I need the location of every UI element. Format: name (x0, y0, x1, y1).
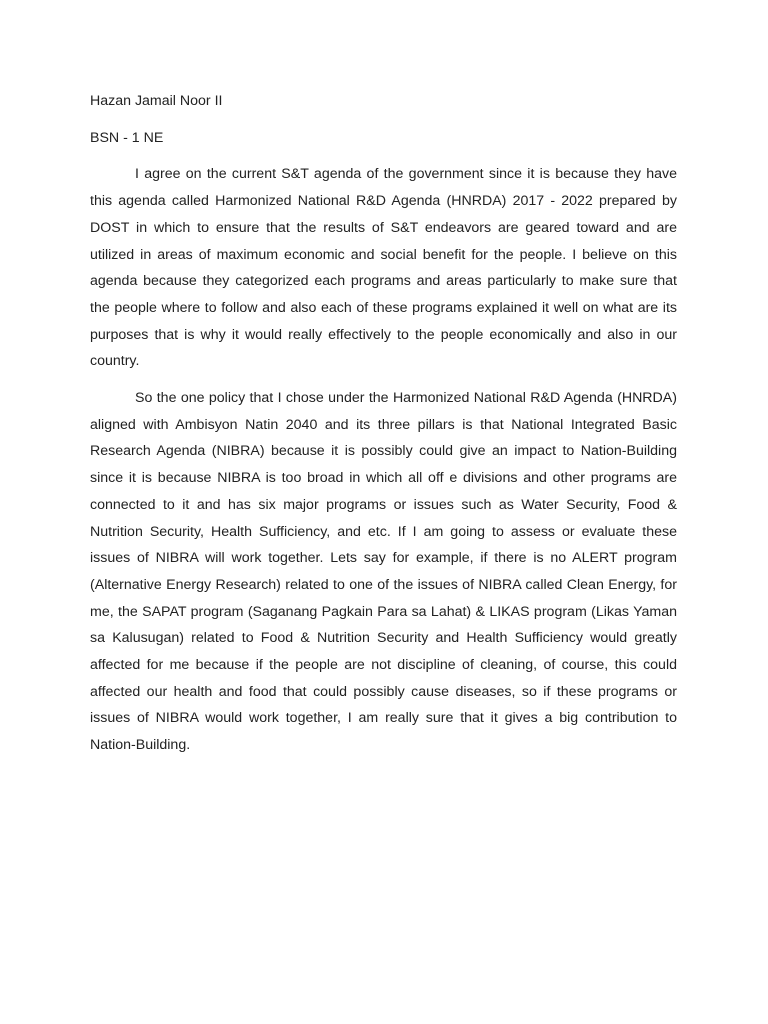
paragraph-2: So the one policy that I chose under the Harmonized National R&D Agenda (HNRDA) aligned with Ambisyon Natin 2040 and its three pillars is that National Integrated Basic Research Agenda (NIBRA) because it is possibly could give an impact to Nation-Building since it is because NIBRA is too broad in which all off e divisions and other programs are connected to it and has six major programs or issues such as Water Security, Food & Nutrition Security, Health Sufficiency, and etc. If I am going to assess or evaluate these issues of NIBRA will work together. Lets say for example, if there is no ALERT program (Alternative Energy Research) related to one of the issues of NIBRA called Clean Energy, for me, the SAPAT program (Saganang Pagkain Para sa Lahat) & LIKAS program (Likas Yaman sa Kalusugan) related to Food & Nutrition Security and Health Sufficiency would greatly affected for me because if the people are not discipline of cleaning, of course, this could affected our health and food that could possibly cause diseases, so if these programs or issues of NIBRA would work together, I am really sure that it gives a big contribution to Nation-Building. (90, 390, 677, 754)
author-name: Hazan Jamail Noor II (90, 93, 223, 109)
paragraph-1: I agree on the current S&T agenda of the government since it is because they have this agenda called Harmonized National R&D Agenda (HNRDA) 2017 - 2022 prepared by DOST in which to ensure that the results of S&T endeavors are geared toward and are utilized in areas of maximum economic and social benefit for the people. I believe on this agenda because they categorized each programs and areas particularly to make sure that the people where to follow and also each of these programs explained it well on what are its purposes that is why it would really effectively to the people economically and also in our country. (90, 166, 677, 370)
document-page (90, 88, 677, 769)
section-label: BSN - 1 NE (90, 129, 164, 146)
